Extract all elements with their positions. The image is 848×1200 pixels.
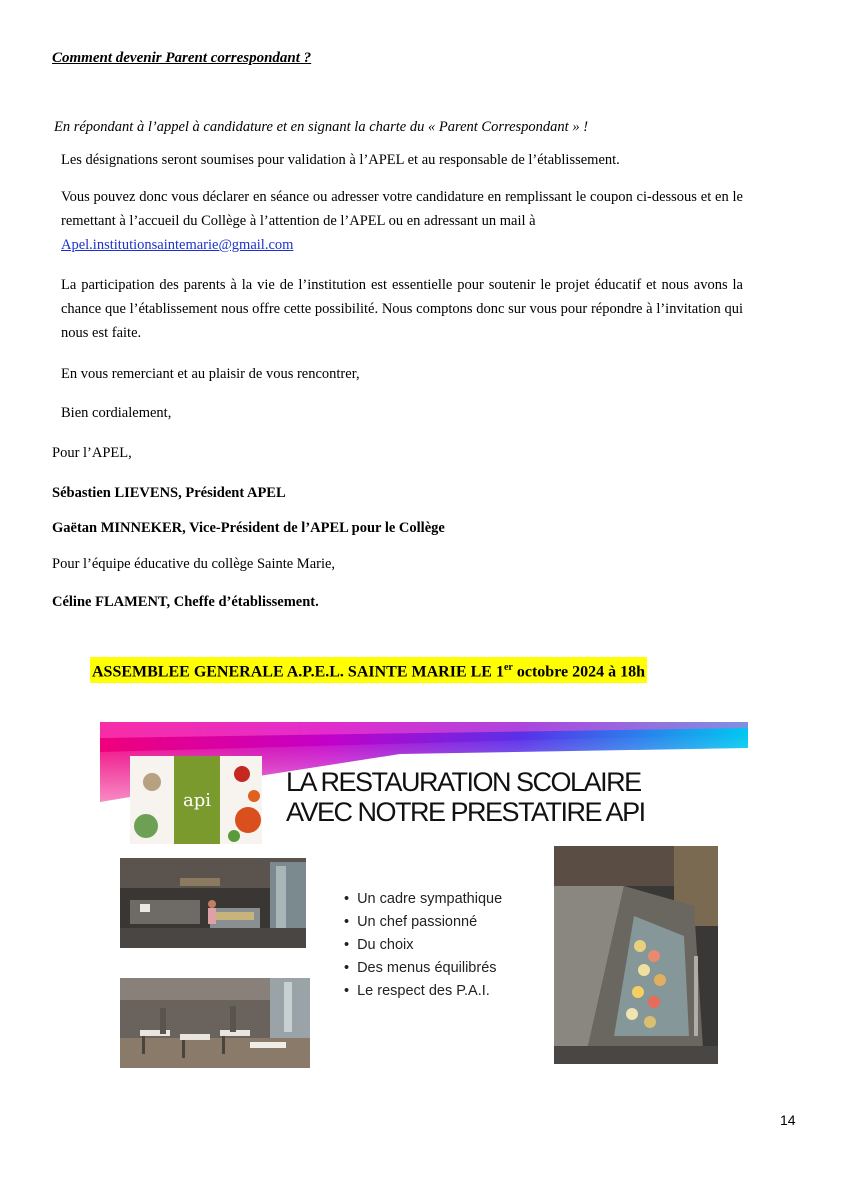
api-logo-text: api: [182, 790, 211, 811]
page-number: 14: [780, 1112, 796, 1128]
canteen-serving-photo: [120, 858, 306, 948]
bullet-item: • Des menus équilibrés: [344, 957, 502, 980]
slide-title-line1: LA RESTAURATION SCOLAIRE: [286, 767, 641, 797]
paragraph-regards: Bien cordialement,: [61, 405, 172, 421]
intro-line: En répondant à l’appel à candidature et en signant la charte du « Parent Correspondant » !: [54, 119, 589, 135]
paragraph-candidature-text: Vous pouvez donc vous déclarer en séance ou adresser votre candidature en remplissant le coupon ci-dessous et en le remettant à l’accueil du Collège à l’attention de l’APEL ou en adressant un mail à: [61, 189, 743, 229]
buffet-counter-photo: [554, 846, 718, 1064]
slide-title-line2: AVEC NOTRE PRESTATIRE API: [286, 797, 645, 827]
slide-title: [286, 767, 645, 827]
canteen-dining-photo: [120, 978, 310, 1068]
agm-text-after: octobre 2024 à 18h: [512, 663, 645, 681]
bullet-item: • Un chef passionné: [344, 911, 502, 934]
signature-president: Sébastien LIEVENS, Président APEL: [52, 485, 286, 501]
bullet-item: • Le respect des P.A.I.: [344, 980, 502, 1003]
api-logo: [174, 756, 220, 844]
paragraph-candidature: [61, 185, 743, 257]
paragraph-validation: Les désignations seront soumises pour validation à l’APEL et au responsable de l’établissement.: [61, 152, 620, 168]
pour-equipe-label: Pour l’équipe éducative du collège Sainte Marie,: [52, 556, 336, 572]
signature-vice-president: Gaëtan MINNEKER, Vice-Président de l’APEL pour le Collège: [52, 520, 445, 536]
api-logo-image: [130, 756, 262, 844]
agm-text-before: ASSEMBLEE GENERALE A.P.E.L. SAINTE MARIE LE 1: [92, 663, 504, 681]
section-heading: Comment devenir Parent correspondant ?: [52, 50, 312, 66]
paragraph-closing: En vous remerciant et au plaisir de vous rencontrer,: [61, 366, 360, 382]
pour-apel-label: Pour l’APEL,: [52, 445, 132, 461]
paragraph-participation: La participation des parents à la vie de l’institution est essentielle pour soutenir le projet éducatif et nous avons la chance que l’établissement nous offre cette possibilité. Nous comptons donc sur vous pour répondre à l’invitation qui nous est faite.: [61, 277, 743, 341]
agm-announcement: [90, 657, 647, 683]
bullet-item: • Du choix: [344, 934, 502, 957]
agm-superscript: er: [503, 662, 513, 673]
slide-bullet-list: [344, 888, 502, 1003]
bullet-item: • Un cadre sympathique: [344, 888, 502, 911]
restaurant-slide: [100, 722, 748, 1082]
email-link[interactable]: Apel.institutionsaintemarie@gmail.com: [61, 237, 294, 253]
signature-cheffe: Céline FLAMENT, Cheffe d’établissement.: [52, 594, 319, 610]
